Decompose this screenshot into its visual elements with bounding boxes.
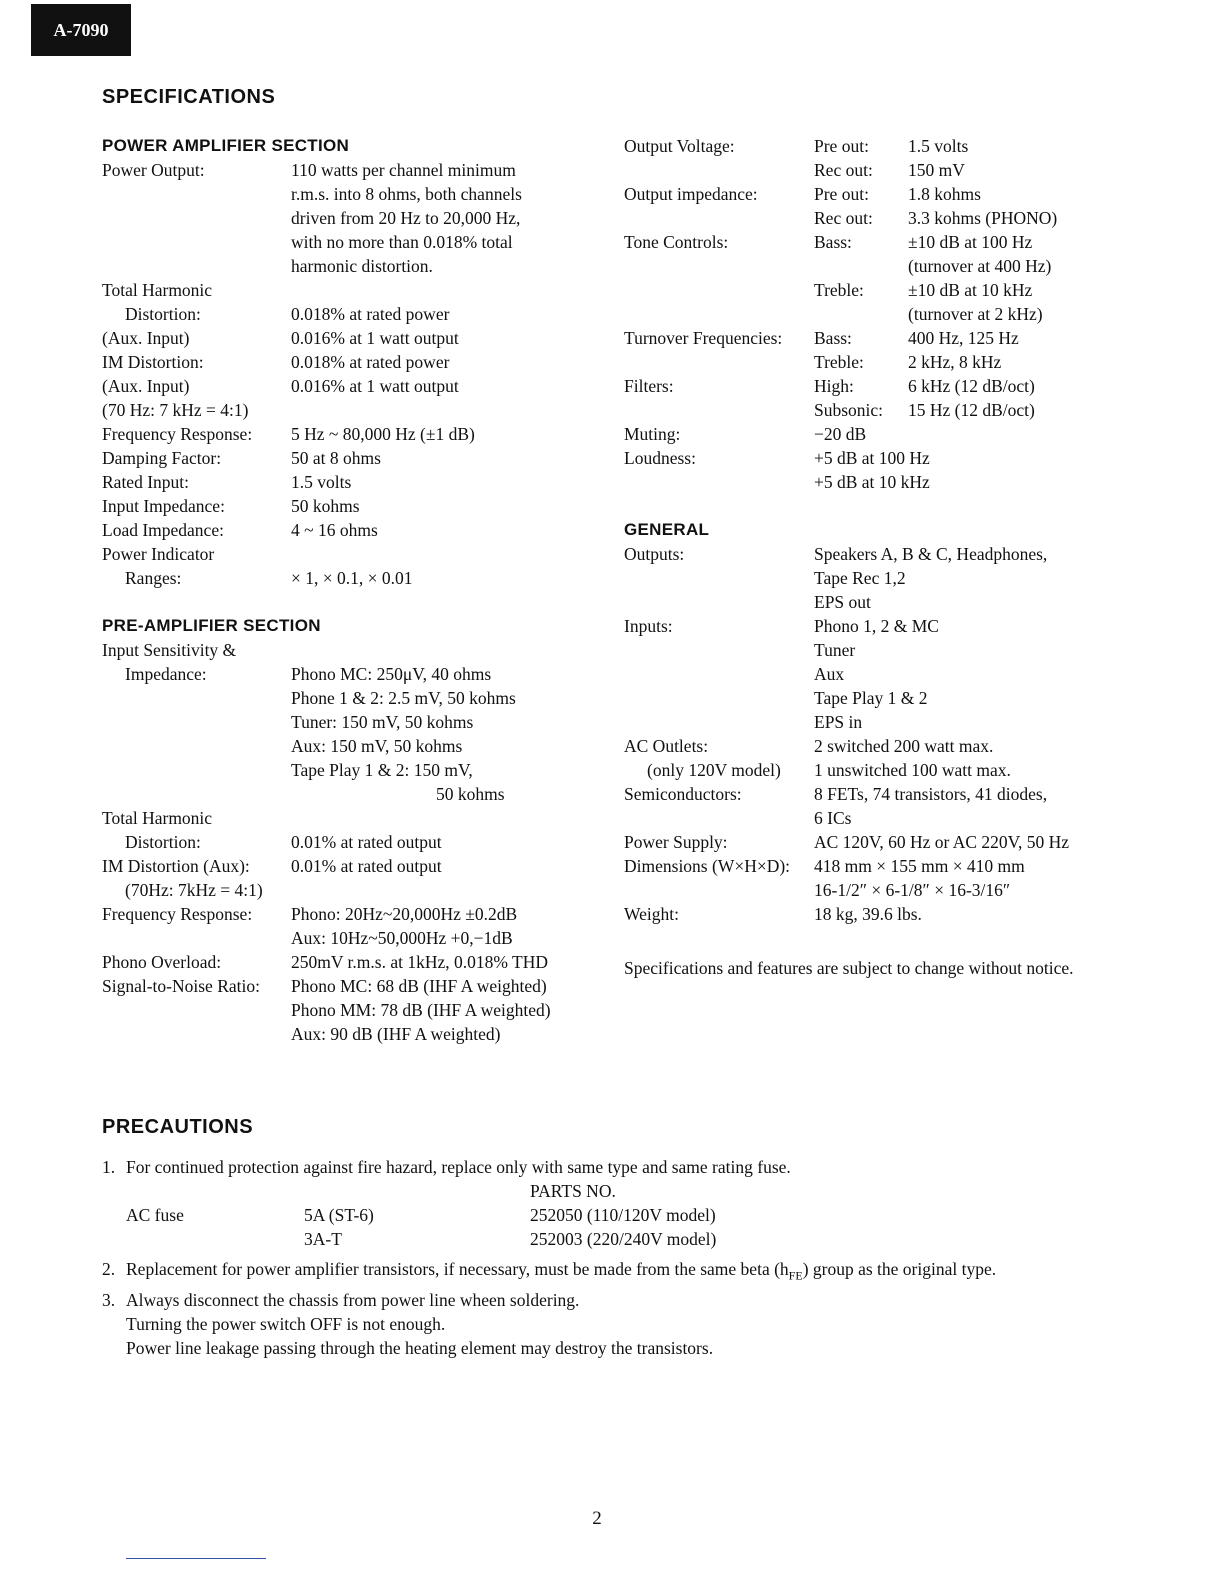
- precaution-item-3: [102, 1288, 1112, 1360]
- spec-row: [624, 734, 1184, 758]
- spec-row: [102, 662, 602, 686]
- spec-label: [102, 998, 291, 1022]
- spec-value: Speakers A, B & C, Headphones,: [814, 544, 1048, 564]
- spec-row: [624, 878, 1184, 902]
- spec-label: [624, 254, 814, 278]
- spec-label: Signal-to-Noise Ratio:: [102, 976, 260, 996]
- spec-row: [624, 134, 1184, 158]
- spec-label: [102, 1022, 291, 1046]
- spec-row: [624, 254, 1184, 278]
- spec-label: Power Indicator: [102, 544, 215, 564]
- spec-label: [624, 206, 814, 230]
- spec-row: [624, 830, 1184, 854]
- spec-row: [624, 614, 1184, 638]
- spec-value: ±10 dB at 10 kHz: [908, 280, 1033, 300]
- spec-value: 0.01% at rated output: [291, 832, 442, 852]
- spec-row: [624, 230, 1184, 254]
- spec-row: [624, 686, 1184, 710]
- precaution-number: 1.: [102, 1157, 116, 1177]
- spec-row: [102, 446, 602, 470]
- spec-label: Dimensions (W×H×D):: [624, 856, 791, 876]
- spec-value: Tape Play 1 & 2: 150 mV,: [291, 760, 473, 780]
- spec-row: [624, 854, 1184, 878]
- spec-row: [624, 374, 1184, 398]
- spec-label: Loudness:: [624, 448, 696, 468]
- spec-value: 1.8 kohms: [908, 184, 981, 204]
- spec-label: Power Supply:: [624, 832, 728, 852]
- spec-label: Ranges:: [125, 568, 182, 588]
- spec-label: [624, 710, 814, 734]
- spec-row: [624, 782, 1184, 806]
- spec-value: Phono: 20Hz~20,000Hz ±0.2dB: [291, 904, 518, 924]
- right-spec-rows: [624, 134, 1184, 494]
- spec-row: [102, 806, 602, 830]
- spec-value: 0.018% at rated power: [291, 352, 450, 372]
- general-rows: [624, 542, 1184, 926]
- power-amp-title: POWER AMPLIFIER SECTION: [102, 136, 350, 155]
- spec-sublabel: Bass:: [814, 232, 852, 252]
- spec-row: [102, 470, 602, 494]
- spec-label: Weight:: [624, 904, 679, 924]
- precautions-list: [102, 1155, 1112, 1360]
- hfe-subscript: FE: [788, 1268, 803, 1283]
- spec-row: [624, 182, 1184, 206]
- power-amp-rows: [102, 278, 602, 590]
- spec-row: [102, 350, 602, 374]
- spec-label: [102, 734, 291, 758]
- fuse-type: 3A-T: [304, 1229, 342, 1249]
- spec-value: 2 switched 200 watt max.: [814, 736, 994, 756]
- spec-label: Filters:: [624, 376, 674, 396]
- spec-sublabel: Rec out:: [814, 208, 873, 228]
- spec-row: [102, 518, 602, 542]
- spec-value: 0.016% at 1 watt output: [291, 376, 459, 396]
- spec-label: Total Harmonic: [102, 280, 213, 300]
- spec-row: [102, 398, 602, 422]
- power-output-line: with no more than 0.018% total: [291, 232, 513, 252]
- spec-value: 0.016% at 1 watt output: [291, 328, 459, 348]
- spec-label: Distortion:: [125, 832, 201, 852]
- spec-label: Frequency Response:: [102, 904, 253, 924]
- spec-row: [102, 854, 602, 878]
- spec-sublabel: Rec out:: [814, 160, 873, 180]
- precaution-item-2: [102, 1257, 1112, 1288]
- spec-row: [624, 662, 1184, 686]
- spec-value: Aux: 10Hz~50,000Hz +0,−1dB: [291, 928, 513, 948]
- spec-label: [624, 470, 814, 494]
- spec-row: [624, 806, 1184, 830]
- spec-label: Output Voltage:: [624, 136, 735, 156]
- power-output-line: r.m.s. into 8 ohms, both channels: [291, 184, 522, 204]
- spec-label: (70Hz: 7kHz = 4:1): [125, 880, 263, 900]
- spec-sublabel: Pre out:: [814, 184, 869, 204]
- spec-value: 150 mV: [908, 160, 965, 180]
- spec-label: Input Impedance:: [102, 496, 225, 516]
- spec-label: [102, 926, 291, 950]
- spec-value: 1.5 volts: [291, 472, 352, 492]
- spec-value: 418 mm × 155 mm × 410 mm: [814, 856, 1025, 876]
- spec-row: [102, 998, 602, 1022]
- spec-row: [624, 590, 1184, 614]
- spec-label: [102, 686, 291, 710]
- spec-value: Phono MC: 68 dB (IHF A weighted): [291, 976, 547, 996]
- power-output-row: [102, 158, 602, 182]
- model-tag: A-7090: [31, 4, 131, 56]
- spec-label: [624, 398, 814, 422]
- precautions-title: PRECAUTIONS: [102, 1116, 254, 1138]
- spec-label: Output impedance:: [624, 184, 758, 204]
- spec-value: Phono 1, 2 & MC: [814, 616, 939, 636]
- spec-label: Load Impedance:: [102, 520, 224, 540]
- spec-label: Total Harmonic: [102, 808, 213, 828]
- spec-value: 1 unswitched 100 watt max.: [814, 760, 1011, 780]
- spec-row: [624, 542, 1184, 566]
- spec-row: [624, 422, 1184, 446]
- power-output-line: 110 watts per channel minimum: [291, 160, 516, 180]
- spec-label: Frequency Response:: [102, 424, 253, 444]
- spec-value: 0.01% at rated output: [291, 856, 442, 876]
- spec-label: [624, 638, 814, 662]
- spec-row: [102, 758, 602, 782]
- precaution-number: 2.: [102, 1259, 116, 1279]
- pre-amp-title: PRE-AMPLIFIER SECTION: [102, 616, 321, 635]
- spec-label: Input Sensitivity &: [102, 640, 237, 660]
- spec-value: 50 kohms: [436, 784, 505, 804]
- spec-value: 400 Hz, 125 Hz: [908, 328, 1019, 348]
- fuse-table-header: [102, 1179, 1112, 1203]
- spec-row: [624, 710, 1184, 734]
- spec-row: [624, 158, 1184, 182]
- spec-value: Tuner: 150 mV, 50 kohms: [291, 712, 474, 732]
- spec-value: EPS in: [814, 712, 863, 732]
- spec-row: [102, 974, 602, 998]
- spec-row: [102, 422, 602, 446]
- parts-no-header: PARTS NO.: [530, 1181, 616, 1201]
- spec-label: Semiconductors:: [624, 784, 742, 804]
- spec-value: 6 ICs: [814, 808, 852, 828]
- spec-label: (Aux. Input): [102, 328, 190, 348]
- spec-row: [102, 1022, 602, 1046]
- spec-value: 16-1/2″ × 6-1/8″ × 16-3/16″: [814, 880, 1011, 900]
- spec-label: Rated Input:: [102, 472, 189, 492]
- spec-sublabel: Treble:: [814, 352, 864, 372]
- spec-value: Phono MC: 250μV, 40 ohms: [291, 664, 492, 684]
- spec-value: (turnover at 400 Hz): [908, 256, 1052, 276]
- spec-label: [624, 302, 814, 326]
- right-spec-column: [624, 134, 1184, 926]
- spec-row: [624, 566, 1184, 590]
- spec-value: 18 kg, 39.6 lbs.: [814, 904, 922, 924]
- fuse-type: 5A (ST-6): [304, 1205, 374, 1225]
- spec-value: 5 Hz ~ 80,000 Hz (±1 dB): [291, 424, 475, 444]
- footer-rule: [126, 1558, 266, 1559]
- power-output-line: harmonic distortion.: [291, 256, 433, 276]
- spec-label: Turnover Frequencies:: [624, 328, 783, 348]
- spec-sublabel: High:: [814, 376, 854, 396]
- spec-row: [624, 302, 1184, 326]
- fuse-part-number: 252050 (110/120V model): [530, 1205, 716, 1225]
- spec-row: [102, 878, 602, 902]
- spec-value: AC 120V, 60 Hz or AC 220V, 50 Hz: [814, 832, 1070, 852]
- fuse-table-row: [102, 1227, 1112, 1251]
- spec-row: [624, 326, 1184, 350]
- spec-value: 250mV r.m.s. at 1kHz, 0.018% THD: [291, 952, 548, 972]
- spec-value: Tuner: [814, 640, 856, 660]
- spec-label: (only 120V model): [647, 760, 781, 780]
- precaution-text: Always disconnect the chassis from power line wheen soldering. Turning the power switch OFF is not enough. Power line leakage passing through the heating element may destroy the transistors.: [126, 1289, 714, 1358]
- spec-value: 15 Hz (12 dB/oct): [908, 400, 1035, 420]
- spec-value: Tape Rec 1,2: [814, 568, 906, 588]
- spec-row: [624, 350, 1184, 374]
- spec-row: [624, 278, 1184, 302]
- spec-row: [624, 470, 1184, 494]
- spec-row: [624, 206, 1184, 230]
- spec-label: Outputs:: [624, 544, 685, 564]
- spec-label: [624, 878, 814, 902]
- spec-label: [624, 806, 814, 830]
- spec-row: [102, 278, 602, 302]
- spec-row: [102, 566, 602, 590]
- spec-sublabel: [814, 302, 908, 326]
- spec-sublabel: Treble:: [814, 280, 864, 300]
- spec-row: [102, 710, 602, 734]
- spec-row: [102, 926, 602, 950]
- spec-label: [102, 782, 291, 806]
- pre-amp-rows: [102, 638, 602, 1046]
- spec-value: Phono MM: 78 dB (IHF A weighted): [291, 1000, 551, 1020]
- spec-value: 50 at 8 ohms: [291, 448, 381, 468]
- spec-value: 50 kohms: [291, 496, 360, 516]
- spec-sublabel: +5 dB at 10 kHz: [814, 472, 930, 492]
- spec-row: [102, 542, 602, 566]
- spec-label: (70 Hz: 7 kHz = 4:1): [102, 400, 249, 420]
- spec-sublabel: +5 dB at 100 Hz: [814, 448, 930, 468]
- specifications-title: SPECIFICATIONS: [102, 86, 276, 108]
- spec-label: [624, 158, 814, 182]
- spec-label: [102, 710, 291, 734]
- spec-value: Tape Play 1 & 2: [814, 688, 928, 708]
- fuse-table-row: [102, 1203, 1112, 1227]
- spec-value: Aux: [814, 664, 845, 684]
- precaution-text: For continued protection against fire hazard, replace only with same type and same rating fuse.: [126, 1157, 791, 1177]
- spec-label: AC Outlets:: [624, 736, 709, 756]
- spec-value: × 1, × 0.1, × 0.01: [291, 568, 413, 588]
- left-spec-column: [102, 134, 602, 1046]
- precaution-number: 3.: [102, 1289, 116, 1310]
- spec-label: (Aux. Input): [102, 376, 190, 396]
- spec-value: ±10 dB at 100 Hz: [908, 232, 1033, 252]
- spec-value: Aux: 150 mV, 50 kohms: [291, 736, 463, 756]
- spec-value: 0.018% at rated power: [291, 304, 450, 324]
- spec-value: 1.5 volts: [908, 136, 969, 156]
- power-output-line: driven from 20 Hz to 20,000 Hz,: [291, 208, 521, 228]
- spec-row: [102, 782, 602, 806]
- spec-sublabel: Subsonic:: [814, 400, 884, 420]
- spec-row: [102, 950, 602, 974]
- spec-label: [624, 662, 814, 686]
- spec-label: [624, 686, 814, 710]
- spec-sublabel: Bass:: [814, 328, 852, 348]
- spec-row: [102, 830, 602, 854]
- spec-label: Damping Factor:: [102, 448, 222, 468]
- spec-row: [102, 902, 602, 926]
- precaution-text: Replacement for power amplifier transistors, if necessary, must be made from the same beta $(h_{FE})$ group as the original type.: [126, 1259, 997, 1283]
- spec-sublabel: [814, 254, 908, 278]
- spec-label: IM Distortion (Aux):: [102, 856, 250, 876]
- spec-value: (turnover at 2 kHz): [908, 304, 1043, 324]
- spec-label: Distortion:: [125, 304, 201, 324]
- spec-row: [102, 638, 602, 662]
- spec-value: 2 kHz, 8 kHz: [908, 352, 1002, 372]
- spec-label: [624, 350, 814, 374]
- spec-label: Phono Overload:: [102, 952, 222, 972]
- spec-row: [624, 446, 1184, 470]
- general-title: GENERAL: [624, 520, 710, 539]
- spec-value: Phone 1 & 2: 2.5 mV, 50 kohms: [291, 688, 516, 708]
- spec-value: 4 ~ 16 ohms: [291, 520, 378, 540]
- precaution-item-1: [102, 1155, 1112, 1179]
- spec-change-note: Specifications and features are subject to change without notice.: [624, 958, 1074, 978]
- spec-label: IM Distortion:: [102, 352, 204, 372]
- spec-label: [624, 590, 814, 614]
- spec-label: Muting:: [624, 424, 681, 444]
- power-output-label: Power Output:: [102, 160, 205, 180]
- spec-row: [102, 302, 602, 326]
- spec-row: [624, 902, 1184, 926]
- spec-row: [624, 758, 1184, 782]
- spec-sublabel: −20 dB: [814, 424, 867, 444]
- spec-row: [102, 326, 602, 350]
- spec-value: EPS out: [814, 592, 871, 612]
- spec-sublabel: Pre out:: [814, 136, 869, 156]
- spec-label: Inputs:: [624, 616, 673, 636]
- spec-row: [624, 398, 1184, 422]
- spec-label: [624, 566, 814, 590]
- spec-value: 6 kHz (12 dB/oct): [908, 376, 1035, 396]
- spec-row: [102, 494, 602, 518]
- spec-value: 8 FETs, 74 transistors, 41 diodes,: [814, 784, 1048, 804]
- spec-label: Tone Controls:: [624, 232, 729, 252]
- fuse-part-number: 252003 (220/240V model): [530, 1229, 717, 1249]
- fuse-label: AC fuse: [126, 1205, 184, 1225]
- spec-value: Aux: 90 dB (IHF A weighted): [291, 1024, 501, 1044]
- spec-label: [102, 758, 291, 782]
- spec-value: 3.3 kohms (PHONO): [908, 208, 1058, 228]
- spec-row: [624, 638, 1184, 662]
- spec-label: Impedance:: [125, 664, 207, 684]
- spec-row: [102, 734, 602, 758]
- spec-label: [624, 278, 814, 302]
- spec-row: [102, 374, 602, 398]
- spec-row: [102, 686, 602, 710]
- page-number: 2: [592, 1508, 602, 1529]
